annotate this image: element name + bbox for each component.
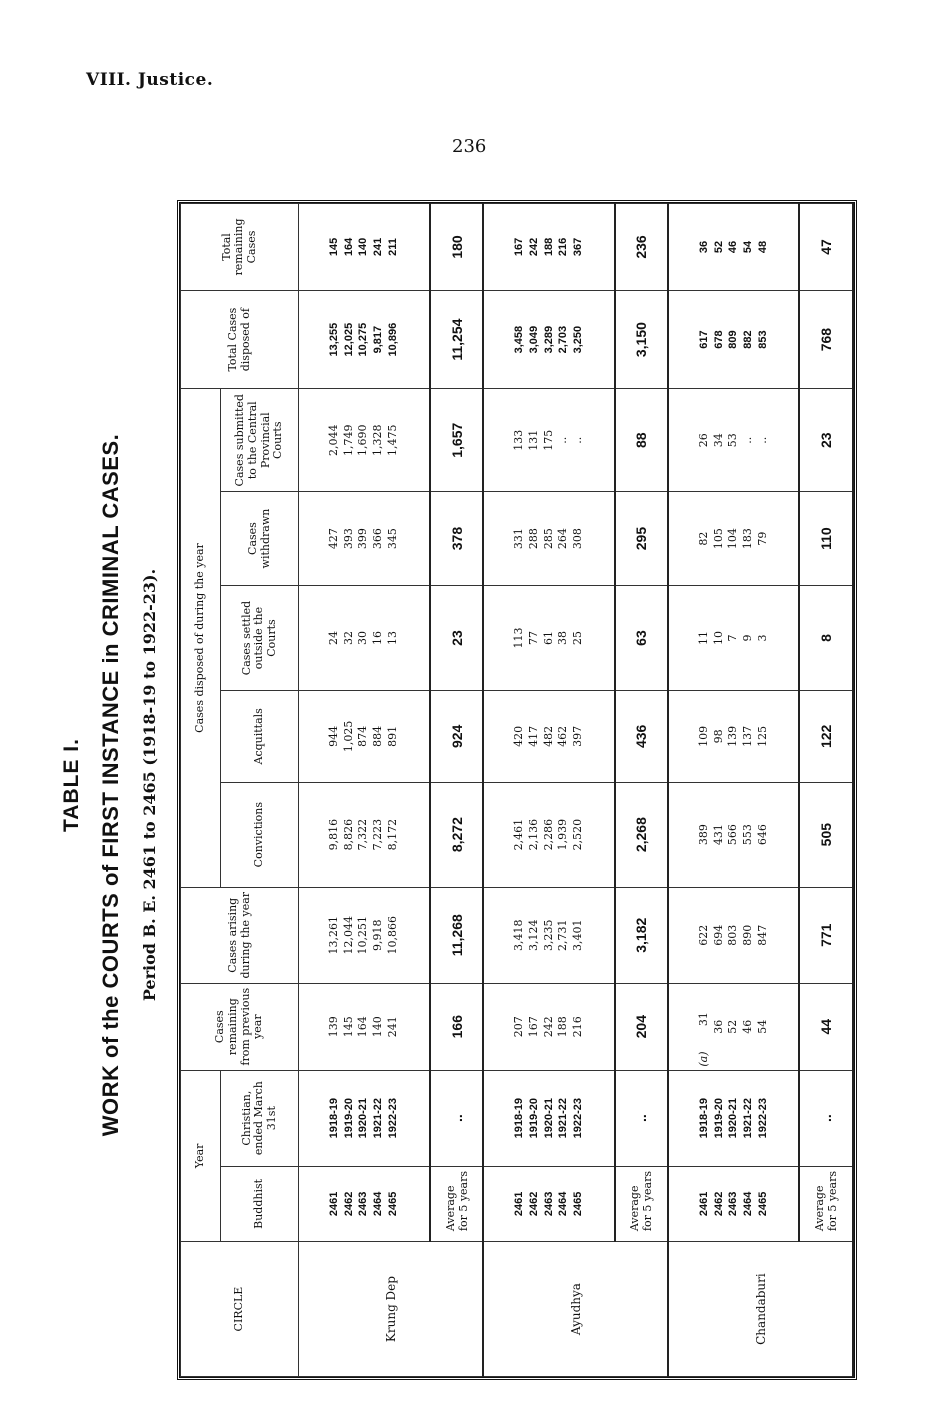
cell-christian xyxy=(299,1070,430,1166)
footnote-marker: (a) xyxy=(696,1051,710,1067)
value: 622 xyxy=(696,924,710,946)
value: 1922-23 xyxy=(572,1097,585,1139)
value: 36 xyxy=(697,240,710,254)
cell-submitted xyxy=(668,389,799,492)
value: 125 xyxy=(756,725,770,747)
average-arising: 771 xyxy=(799,887,853,983)
value: 1921-22 xyxy=(372,1097,385,1139)
average-label: Average for 5 years xyxy=(799,1166,853,1241)
value: 77 xyxy=(526,631,540,646)
average-arising: 3,182 xyxy=(615,887,669,983)
value: 12,025 xyxy=(342,322,355,357)
value: 131 xyxy=(526,429,540,451)
value: 678 xyxy=(712,330,725,349)
value: 2463 xyxy=(357,1191,370,1217)
value: 1918-19 xyxy=(327,1097,340,1139)
value: 1918-19 xyxy=(512,1097,525,1139)
average-submitted: 1,657 xyxy=(430,389,484,492)
value: 10,866 xyxy=(386,916,400,955)
value: 241 xyxy=(386,1016,400,1038)
average-withdrawn: 378 xyxy=(430,492,484,586)
average-christian: .. xyxy=(799,1070,853,1166)
value: 1,025 xyxy=(341,720,355,753)
average-row xyxy=(615,204,669,1377)
value: 2,286 xyxy=(541,818,555,851)
value: 211 xyxy=(387,238,400,256)
value: 13,255 xyxy=(327,322,340,357)
cell-settled xyxy=(483,585,614,690)
col-total-remaining: Total remaining Cases xyxy=(181,204,299,291)
value: 891 xyxy=(386,725,400,747)
cell-remaining-prev xyxy=(299,983,430,1070)
value: 884 xyxy=(371,725,385,747)
cell-arising xyxy=(299,887,430,983)
circle-rows xyxy=(299,204,430,1377)
average-acquittals: 924 xyxy=(430,691,484,782)
value: 175 xyxy=(541,429,555,451)
cell-acquittals xyxy=(299,691,430,782)
value: 36 xyxy=(711,1019,725,1034)
value: 52 xyxy=(712,240,725,254)
value: 2462 xyxy=(712,1191,725,1217)
value: 31 xyxy=(696,1012,710,1027)
value: 2,461 xyxy=(511,818,525,851)
value: 109 xyxy=(696,725,710,747)
value: 30 xyxy=(356,631,370,646)
value: 944 xyxy=(326,725,340,747)
value: 2,703 xyxy=(557,325,570,354)
value: 427 xyxy=(326,528,340,550)
value: 61 xyxy=(541,631,555,646)
cell-settled xyxy=(668,585,799,690)
cell-total-remaining xyxy=(299,204,430,291)
average-total-disposed: 11,254 xyxy=(430,290,484,388)
value: 803 xyxy=(726,924,740,946)
cell-remaining-prev xyxy=(483,983,614,1070)
average-settled: 8 xyxy=(799,585,853,690)
cell-remaining-prev xyxy=(668,983,799,1070)
value: 207 xyxy=(511,1016,525,1038)
value: 242 xyxy=(541,1016,555,1038)
value: 2465 xyxy=(572,1191,585,1217)
value: 13 xyxy=(386,631,400,646)
value: 308 xyxy=(571,528,585,550)
cell-withdrawn xyxy=(299,492,430,586)
value: 105 xyxy=(711,528,725,550)
value: 139 xyxy=(326,1016,340,1038)
value: 38 xyxy=(556,631,570,646)
value: 8,826 xyxy=(341,818,355,851)
value: 46 xyxy=(727,240,740,254)
cell-acquittals xyxy=(483,691,614,782)
col-withdrawn: Cases withdrawn xyxy=(221,492,299,586)
average-withdrawn: 110 xyxy=(799,492,853,586)
value: .. xyxy=(556,436,570,444)
value: 1,475 xyxy=(386,424,400,456)
value: 46 xyxy=(741,1019,755,1034)
criminal-cases-table xyxy=(180,203,854,1377)
value: 9,918 xyxy=(371,919,385,951)
value: 2465 xyxy=(387,1191,400,1217)
cell-arising xyxy=(668,887,799,983)
average-submitted: 88 xyxy=(615,389,669,492)
cell-acquittals xyxy=(668,691,799,782)
value: 482 xyxy=(541,725,555,747)
value: 393 xyxy=(341,528,355,550)
value: 1920-21 xyxy=(727,1097,740,1139)
value: 2463 xyxy=(542,1191,555,1217)
value: 183 xyxy=(741,528,755,550)
value: 1920-21 xyxy=(357,1097,370,1139)
value: 1922-23 xyxy=(387,1097,400,1139)
value: 8,172 xyxy=(386,818,400,851)
cell-total-disposed xyxy=(299,290,430,388)
value: 331 xyxy=(511,528,525,550)
value: 553 xyxy=(741,824,755,846)
average-total-disposed: 768 xyxy=(799,290,853,388)
value: 3,458 xyxy=(512,325,525,354)
table-number: TABLE I. xyxy=(60,738,83,832)
value: 1920-21 xyxy=(542,1097,555,1139)
value: 890 xyxy=(741,924,755,946)
cell-total-remaining xyxy=(668,204,799,291)
value: 32 xyxy=(341,631,355,646)
col-circle: CIRCLE xyxy=(181,1242,299,1377)
value: 137 xyxy=(741,725,755,747)
value: 24 xyxy=(326,631,340,646)
value: 1919-20 xyxy=(712,1097,725,1139)
value: 242 xyxy=(527,237,540,257)
value: 853 xyxy=(757,330,770,349)
value: 79 xyxy=(756,531,770,546)
value: .. xyxy=(741,436,755,444)
value: 10,896 xyxy=(387,322,400,357)
value: 48 xyxy=(757,240,770,254)
value: .. xyxy=(756,436,770,444)
average-row xyxy=(430,204,484,1377)
value: 2464 xyxy=(372,1191,385,1217)
value: 397 xyxy=(571,725,585,747)
value: 389 xyxy=(696,824,710,846)
value: 2465 xyxy=(757,1191,770,1217)
value: 1,328 xyxy=(371,424,385,456)
cell-total-remaining xyxy=(483,204,614,291)
value: 9,817 xyxy=(372,325,385,354)
value: 140 xyxy=(357,237,370,257)
value: 2461 xyxy=(512,1191,525,1217)
col-arising: Cases arising during the year xyxy=(181,887,299,983)
col-total-disposed: Total Cases disposed of xyxy=(181,290,299,388)
table-frame xyxy=(177,200,857,1380)
cell-convictions xyxy=(668,782,799,887)
value: 2461 xyxy=(697,1191,710,1217)
value: 216 xyxy=(557,237,570,257)
value: 809 xyxy=(727,330,740,349)
value: 188 xyxy=(542,237,555,257)
average-arising: 11,268 xyxy=(430,887,484,983)
average-submitted: 23 xyxy=(799,389,853,492)
average-acquittals: 122 xyxy=(799,691,853,782)
value: 7 xyxy=(726,634,740,642)
value: 113 xyxy=(511,627,525,649)
value: 10,275 xyxy=(357,322,370,357)
average-total-remaining: 180 xyxy=(430,204,484,291)
cell-buddhist xyxy=(299,1166,430,1241)
value: 54 xyxy=(756,1019,770,1034)
average-remaining-prev: 166 xyxy=(430,983,484,1070)
value: 617 xyxy=(697,330,710,349)
table-titles xyxy=(60,190,180,1380)
cell-convictions xyxy=(299,782,430,887)
value: 3,235 xyxy=(541,919,555,951)
value: 646 xyxy=(756,824,770,846)
average-christian: .. xyxy=(430,1070,484,1166)
average-row xyxy=(799,204,853,1377)
value: 25 xyxy=(571,631,585,646)
value: 98 xyxy=(711,729,725,744)
value: 26 xyxy=(696,433,710,448)
average-total-remaining: 236 xyxy=(615,204,669,291)
value: 2,731 xyxy=(556,919,570,951)
cell-arising xyxy=(483,887,614,983)
value: 9 xyxy=(741,634,755,642)
value: 3,049 xyxy=(527,325,540,354)
value: 566 xyxy=(726,824,740,846)
value: 1,749 xyxy=(341,424,355,456)
table-body xyxy=(299,204,854,1377)
col-christian: Christian, ended March 31st xyxy=(221,1070,299,1166)
value: 52 xyxy=(726,1019,740,1034)
average-label: Average for 5 years xyxy=(615,1166,669,1241)
value: 1921-22 xyxy=(742,1097,755,1139)
average-total-remaining: 47 xyxy=(799,204,853,291)
value: 2462 xyxy=(527,1191,540,1217)
value: 2,044 xyxy=(326,424,340,456)
value: 462 xyxy=(556,725,570,747)
value: 133 xyxy=(511,429,525,451)
average-acquittals: 436 xyxy=(615,691,669,782)
value: 1919-20 xyxy=(527,1097,540,1139)
value: 164 xyxy=(342,237,355,257)
value: 2,520 xyxy=(571,818,585,851)
value: 367 xyxy=(572,237,585,257)
value: 53 xyxy=(726,433,740,448)
value: 694 xyxy=(711,924,725,946)
value: 399 xyxy=(356,528,370,550)
value: 188 xyxy=(556,1016,570,1038)
average-convictions: 2,268 xyxy=(615,782,669,887)
average-convictions: 505 xyxy=(799,782,853,887)
value: 1918-19 xyxy=(697,1097,710,1139)
value: 104 xyxy=(726,528,740,550)
value: 874 xyxy=(356,725,370,747)
col-buddhist: Buddhist xyxy=(221,1166,299,1241)
cell-settled xyxy=(299,585,430,690)
value: 10 xyxy=(711,631,725,646)
col-year: Year xyxy=(181,1070,221,1241)
value: 164 xyxy=(356,1016,370,1038)
value: 12,044 xyxy=(341,916,355,955)
cell-withdrawn xyxy=(668,492,799,586)
cell-withdrawn xyxy=(483,492,614,586)
value: 2463 xyxy=(727,1191,740,1217)
value: 285 xyxy=(541,528,555,550)
value: 2464 xyxy=(742,1191,755,1217)
value: 288 xyxy=(526,528,540,550)
value: 3,418 xyxy=(511,919,525,951)
value: 3,401 xyxy=(571,919,585,951)
value: 9,816 xyxy=(326,818,340,851)
value: 2461 xyxy=(327,1191,340,1217)
circle-rows xyxy=(483,204,614,1377)
average-remaining-prev: 44 xyxy=(799,983,853,1070)
value: 16 xyxy=(371,631,385,646)
average-remaining-prev: 204 xyxy=(615,983,669,1070)
value: .. xyxy=(571,436,585,444)
value: 7,223 xyxy=(371,818,385,851)
value: 420 xyxy=(511,725,525,747)
value: 167 xyxy=(526,1016,540,1038)
circle-rows xyxy=(668,204,799,1377)
col-submitted: Cases submitted to the Central Provincial Courts xyxy=(221,389,299,492)
value: 241 xyxy=(372,237,385,257)
value: 1919-20 xyxy=(342,1097,355,1139)
value: 3,124 xyxy=(526,919,540,951)
table-period: Period B. E. 2461 to 2465 (1918-19 to 1922-23). xyxy=(140,568,159,1002)
value: 1922-23 xyxy=(757,1097,770,1139)
value: 1,690 xyxy=(356,424,370,456)
circle-name: Ayudhya xyxy=(483,1242,668,1377)
value: 2464 xyxy=(557,1191,570,1217)
col-disposed-group: Cases disposed of during the year xyxy=(181,389,221,887)
value: 139 xyxy=(726,725,740,747)
value: 1,939 xyxy=(556,818,570,851)
cell-christian xyxy=(483,1070,614,1166)
cell-christian xyxy=(668,1070,799,1166)
circle-name: Krung Dep xyxy=(299,1242,484,1377)
value: 847 xyxy=(756,924,770,946)
value: 417 xyxy=(526,725,540,747)
value: 3 xyxy=(756,634,770,642)
table-title: WORK of the COURTS of FIRST INSTANCE in CRIMINAL CASES. xyxy=(98,433,123,1137)
value: 264 xyxy=(556,528,570,550)
value: 145 xyxy=(341,1016,355,1038)
average-withdrawn: 295 xyxy=(615,492,669,586)
average-total-disposed: 3,150 xyxy=(615,290,669,388)
value: 140 xyxy=(371,1016,385,1038)
value: 2,136 xyxy=(526,818,540,851)
page-number: 236 xyxy=(452,136,487,157)
cell-total-disposed xyxy=(483,290,614,388)
col-settled: Cases settled outside the Courts xyxy=(221,585,299,690)
value: 13,261 xyxy=(326,916,340,955)
value: 11 xyxy=(696,631,710,646)
col-remaining-prev: Cases remaining from previous year xyxy=(181,983,299,1070)
value: 1921-22 xyxy=(557,1097,570,1139)
col-acquittals: Acquittals xyxy=(221,691,299,782)
rotated-table-block xyxy=(60,190,865,1380)
cell-convictions xyxy=(483,782,614,887)
value: 366 xyxy=(371,528,385,550)
value: 2462 xyxy=(342,1191,355,1217)
value: 82 xyxy=(696,531,710,546)
average-settled: 63 xyxy=(615,585,669,690)
value: 10,251 xyxy=(356,916,370,955)
cell-buddhist xyxy=(668,1166,799,1241)
value: 882 xyxy=(742,330,755,349)
average-label: Average for 5 years xyxy=(430,1166,484,1241)
value: 34 xyxy=(711,433,725,448)
average-christian: .. xyxy=(615,1070,669,1166)
average-convictions: 8,272 xyxy=(430,782,484,887)
value: 216 xyxy=(571,1016,585,1038)
value: 345 xyxy=(386,528,400,550)
value: 431 xyxy=(711,824,725,846)
value: 167 xyxy=(512,237,525,257)
section-title: VIII. Justice. xyxy=(86,70,214,90)
cell-total-disposed xyxy=(668,290,799,388)
value: 54 xyxy=(742,240,755,254)
circle-name: Chandaburi xyxy=(668,1242,853,1377)
cell-submitted xyxy=(483,389,614,492)
value: 7,322 xyxy=(356,818,370,851)
cell-submitted xyxy=(299,389,430,492)
average-settled: 23 xyxy=(430,585,484,690)
cell-buddhist xyxy=(483,1166,614,1241)
value: 145 xyxy=(327,237,340,257)
col-convictions: Convictions xyxy=(221,782,299,887)
value: 3,289 xyxy=(542,325,555,354)
value: 3,250 xyxy=(572,325,585,354)
